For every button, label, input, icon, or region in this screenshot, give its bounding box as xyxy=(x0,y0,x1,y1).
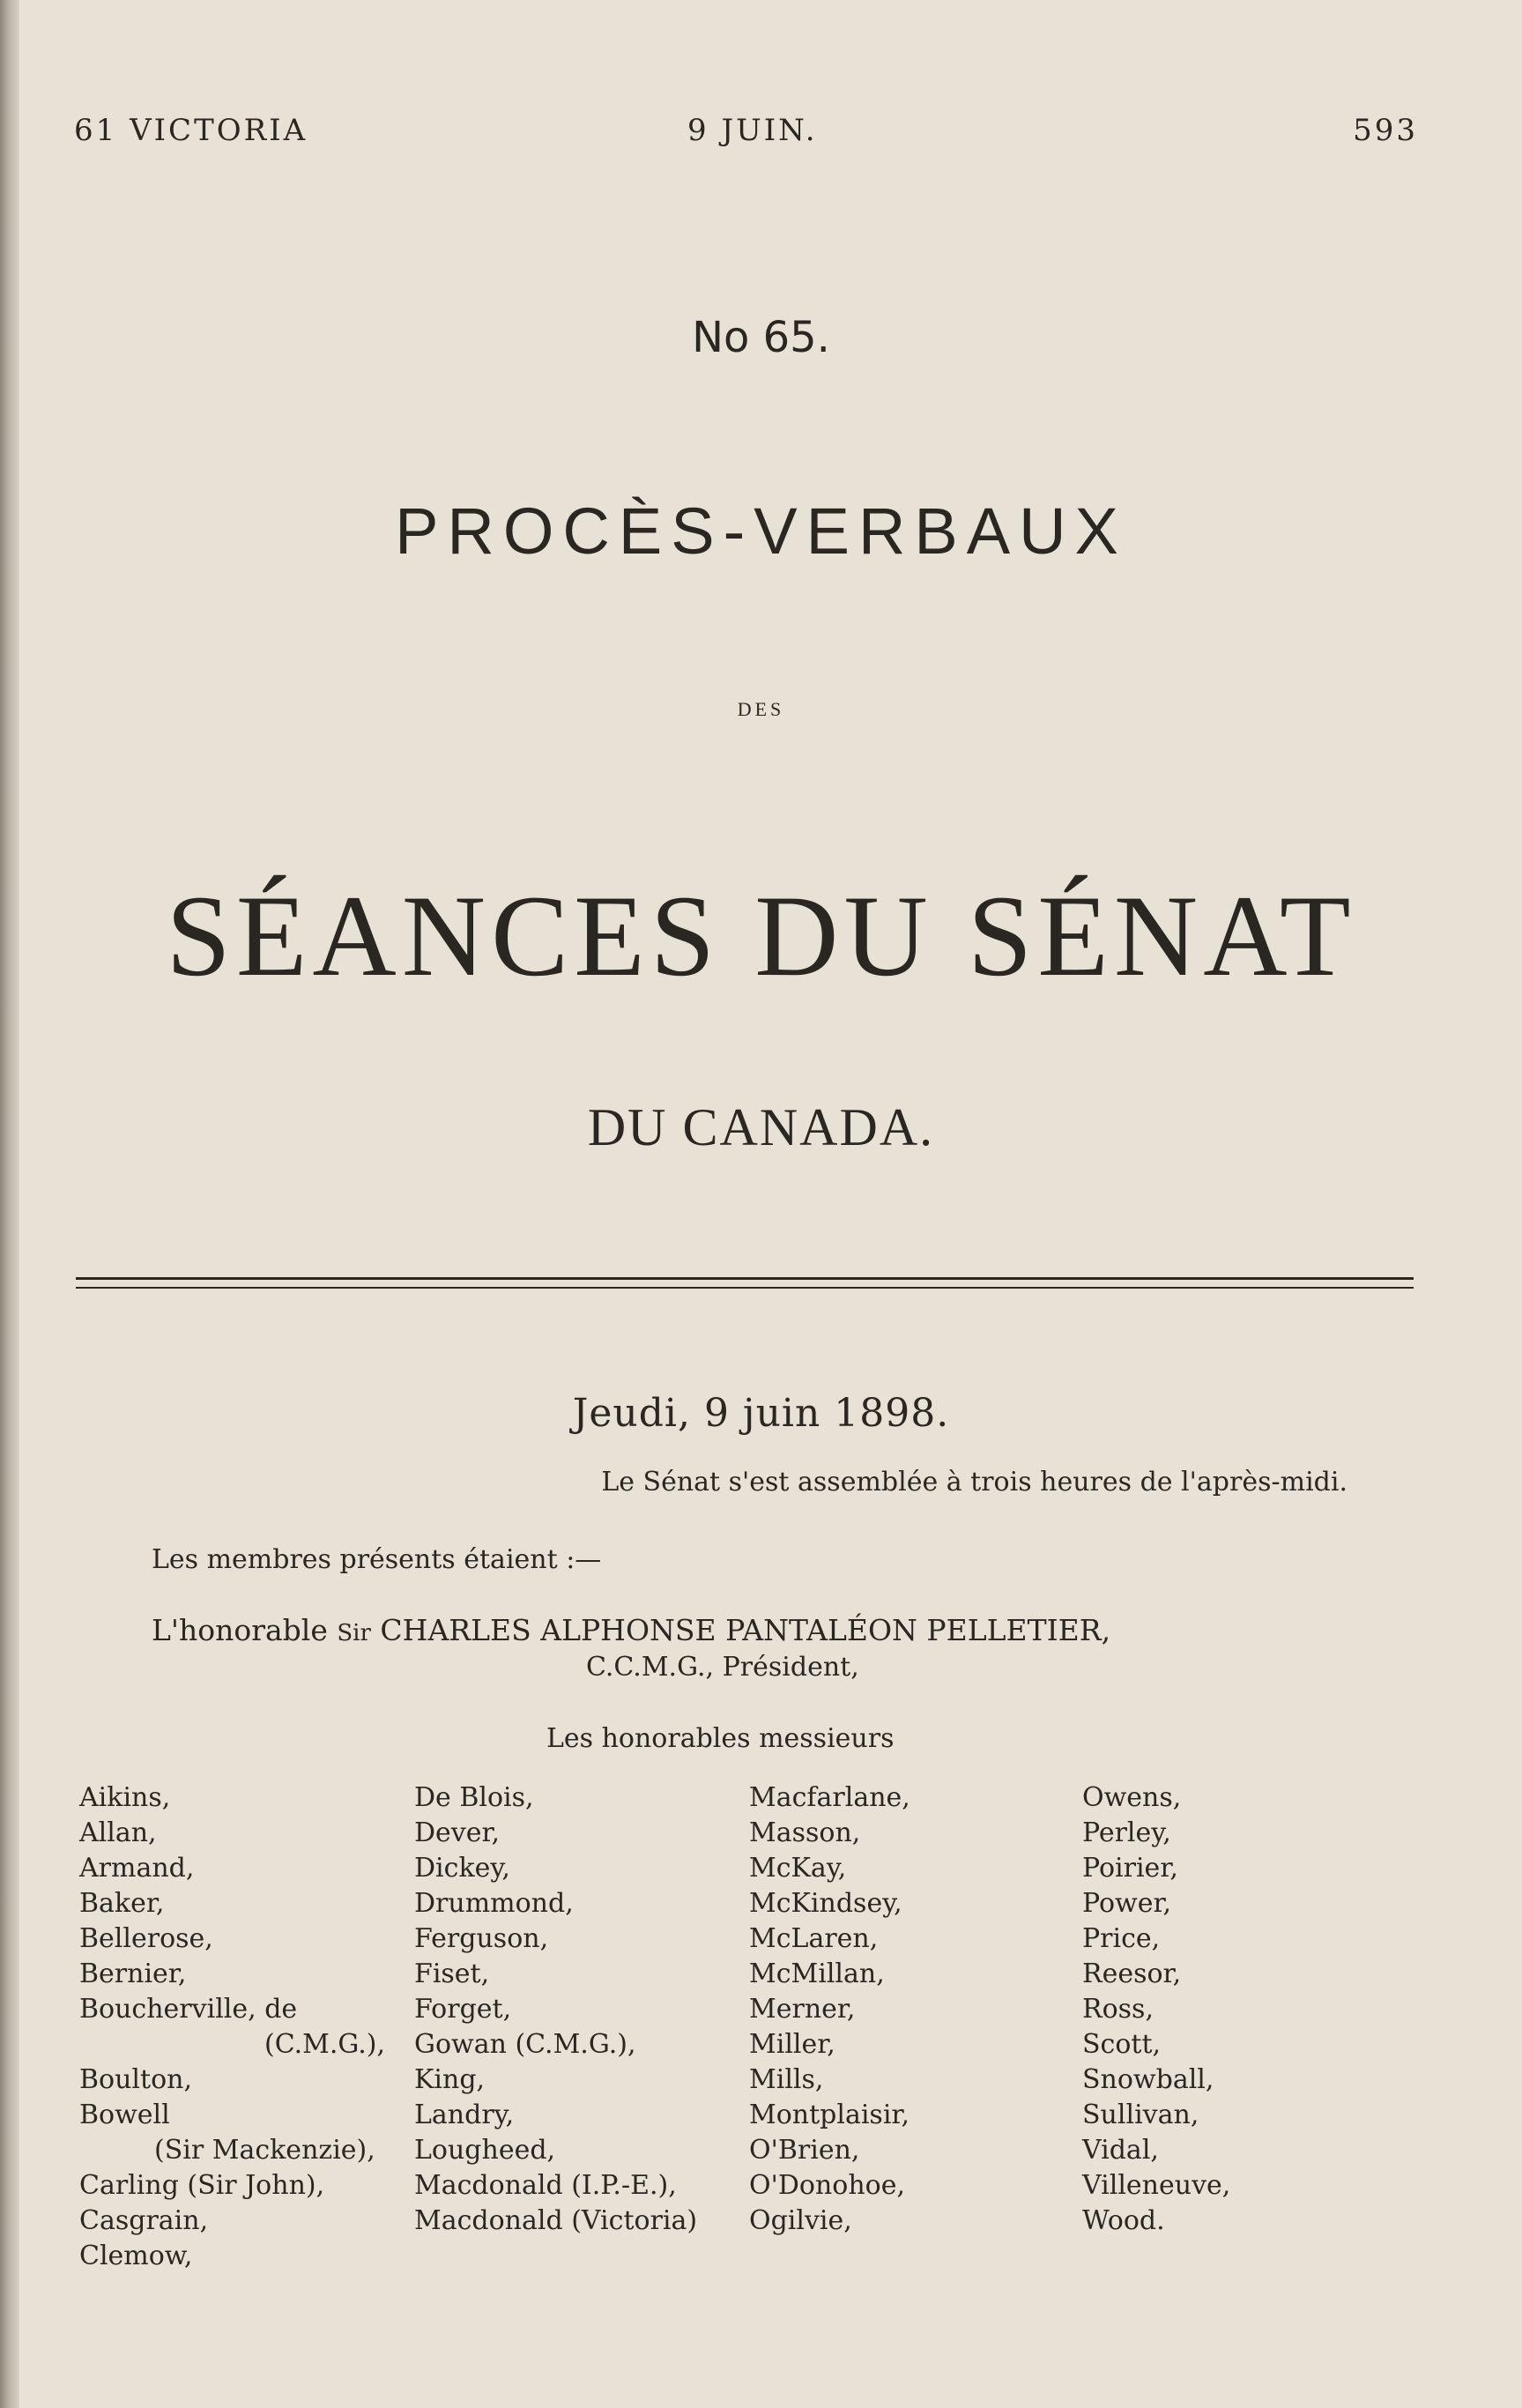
president-role: C.C.M.G., Président, xyxy=(586,1652,859,1683)
senator-name: O'Donohoe, xyxy=(749,2170,906,2201)
senator-name: McMillan, xyxy=(749,1958,885,1989)
president-line xyxy=(152,1613,1110,1647)
senator-name: Bernier, xyxy=(79,1958,187,1989)
senator-name: Landry, xyxy=(414,2100,515,2130)
senator-column-3 xyxy=(749,1780,910,2239)
senator-name: Carling (Sir John), xyxy=(79,2170,325,2201)
senator-name: Drummond, xyxy=(414,1888,574,1919)
session-date: Jeudi, 9 juin 1898. xyxy=(572,1391,950,1436)
running-header-center: 9 JUIN. xyxy=(687,113,818,148)
title-du-canada: DU CANADA. xyxy=(587,1098,935,1156)
senator-name: Boucherville, de xyxy=(79,1994,298,2025)
senator-name: Poirier, xyxy=(1082,1853,1178,1884)
senator-name: Power, xyxy=(1082,1888,1172,1919)
senator-name: Masson, xyxy=(749,1817,861,1848)
senator-name: Bowell xyxy=(79,2100,170,2130)
senator-name: Macdonald (I.P.-E.), xyxy=(414,2170,677,2201)
senator-name: De Blois, xyxy=(414,1782,534,1813)
senator-name: Price, xyxy=(1082,1923,1161,1954)
senator-name: King, xyxy=(414,2064,486,2095)
senator-name: Mills, xyxy=(749,2064,824,2095)
issue-number: No 65. xyxy=(692,313,830,362)
senator-name: Dever, xyxy=(414,1817,501,1848)
senator-name: (C.M.G.), xyxy=(264,2029,386,2060)
senator-name: McLaren, xyxy=(749,1923,879,1954)
senator-column-2 xyxy=(414,1780,697,2239)
senator-name: Boulton, xyxy=(79,2064,192,2095)
senator-list xyxy=(0,1780,1522,2274)
senator-name: Perley, xyxy=(1082,1817,1171,1848)
senator-column-4 xyxy=(1082,1780,1230,2239)
double-rule-bottom xyxy=(76,1287,1414,1289)
senator-name: Scott, xyxy=(1082,2029,1162,2060)
senator-name: Baker, xyxy=(79,1888,165,1919)
president-prefix: L'honorable xyxy=(152,1613,338,1647)
senator-name: Vidal, xyxy=(1082,2135,1159,2166)
senator-name: Armand, xyxy=(79,1853,195,1884)
senator-name: Macdonald (Victoria) xyxy=(414,2205,698,2236)
senator-name: (Sir Mackenzie), xyxy=(154,2135,375,2166)
senator-name: Fiset, xyxy=(414,1958,490,1989)
senator-name: Merner, xyxy=(749,1994,856,2025)
senator-name: Bellerose, xyxy=(79,1923,213,1954)
senator-name: Clemow, xyxy=(79,2241,193,2271)
president-title: Sir xyxy=(337,1620,371,1646)
senator-name: Miller, xyxy=(749,2029,835,2060)
senator-name: Owens, xyxy=(1082,1782,1182,1813)
senator-name: Reesor, xyxy=(1082,1958,1182,1989)
senator-name: O'Brien, xyxy=(749,2135,860,2166)
senator-name: Lougheed, xyxy=(414,2135,556,2166)
senator-name: Casgrain, xyxy=(79,2205,209,2236)
senator-name: Snowball, xyxy=(1082,2064,1214,2095)
president-name: CHARLES ALPHONSE PANTALÉON PELLETIER, xyxy=(370,1613,1111,1647)
senator-name: Wood. xyxy=(1082,2205,1165,2236)
title-des: DES xyxy=(737,698,785,720)
title-proces-verbaux: PROCÈS-VERBAUX xyxy=(395,494,1127,568)
senator-name: Gowan (C.M.G.), xyxy=(414,2029,636,2060)
senator-name: Sullivan, xyxy=(1082,2100,1199,2130)
page-number: 593 xyxy=(1353,113,1418,148)
senator-column-1 xyxy=(79,1780,385,2274)
senator-name: Macfarlane, xyxy=(749,1782,910,1813)
running-header-left: 61 VICTORIA xyxy=(74,113,308,148)
session-opening-sentence: Le Sénat s'est assemblée à trois heures de l'après-midi. xyxy=(601,1467,1348,1498)
senator-name: Montplaisir, xyxy=(749,2100,910,2130)
senator-name: Ogilvie, xyxy=(749,2205,852,2236)
senator-name: Ross, xyxy=(1082,1994,1154,2025)
senator-name: Ferguson, xyxy=(414,1923,549,1954)
double-rule-top xyxy=(76,1277,1414,1280)
senator-name: Allan, xyxy=(79,1817,157,1848)
senator-name: McKindsey, xyxy=(749,1888,902,1919)
members-intro: Les membres présents étaient :— xyxy=(152,1544,602,1575)
title-seances-du-senat: SÉANCES DU SÉNAT xyxy=(166,871,1356,1000)
senator-name: Aikins, xyxy=(79,1782,171,1813)
senator-name: McKay, xyxy=(749,1853,847,1884)
senator-name: Dickey, xyxy=(414,1853,510,1884)
senator-name: Villeneuve, xyxy=(1082,2170,1231,2201)
honorables-heading: Les honorables messieurs xyxy=(546,1723,895,1754)
senator-name: Forget, xyxy=(414,1994,512,2025)
